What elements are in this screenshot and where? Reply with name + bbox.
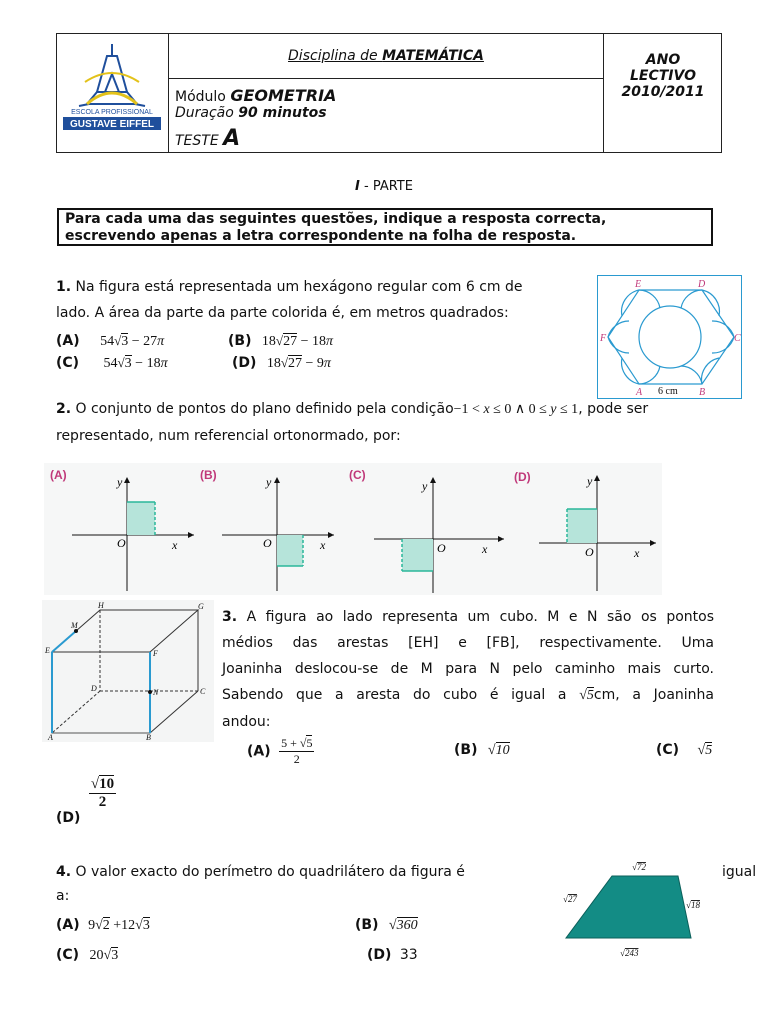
hex-label-b: B — [699, 387, 706, 398]
logo-text-line2: GUSTAVE EIFFEL — [69, 119, 155, 130]
trap-right-label: 18 — [690, 900, 700, 910]
q1-option-a[interactable]: (A) 54√3 − 27π — [56, 333, 165, 349]
q2-options-strip — [44, 463, 662, 595]
q3-number: 3. — [222, 609, 238, 625]
hex-label-a: A — [636, 387, 643, 398]
svg-text:x: x — [482, 542, 488, 556]
q2-text1b: , pode ser — [578, 401, 649, 417]
trap-left-label: 27 — [567, 894, 577, 904]
discipline-prefix: Disciplina de — [288, 48, 383, 64]
q4-a-label: (A) — [56, 917, 80, 933]
hex-label-d: D — [698, 279, 706, 290]
q3-text2: médios das arestas [EH] e [FB], respectivamente. Uma — [222, 635, 714, 651]
q2-number: 2. — [56, 401, 72, 417]
q4-c-label: (C) — [56, 947, 80, 963]
q3-figure — [42, 600, 214, 742]
school-logo — [57, 34, 167, 152]
hex-label-f: F — [600, 333, 607, 344]
q1-text2: lado. A área da parte da parte colorida é, em metros quadrados: — [56, 305, 509, 321]
test-letter: A — [223, 126, 241, 151]
trapezoid-diagram — [557, 857, 713, 960]
cube-h: H — [98, 601, 104, 610]
cube-f: F — [153, 649, 158, 658]
q3-option-c[interactable]: (C) √5 — [656, 742, 713, 758]
svg-text:O: O — [437, 541, 446, 555]
q3-text1: A figura ao lado representa um cubo. M e N são os pontos — [246, 609, 714, 625]
year-label2: LECTIVO — [629, 68, 696, 84]
module-name: GEOMETRIA — [230, 86, 337, 105]
header-divider — [169, 78, 603, 79]
q2-line1 — [56, 401, 648, 418]
q2-condition: −1 < x ≤ 0 ∧ 0 ≤ y ≤ 1 — [453, 402, 579, 417]
svg-text:√72: √72 — [632, 862, 646, 872]
duration-prefix: Duração — [175, 105, 239, 121]
svg-text:x: x — [172, 538, 178, 552]
q3-option-b[interactable]: (B) √10 — [454, 742, 510, 758]
hex-label-c: C — [734, 333, 741, 344]
q4-option-a[interactable]: (A) 9√2 +12√3 — [56, 917, 150, 933]
q2-panel-c — [349, 468, 504, 593]
svg-text:y: y — [266, 475, 272, 489]
q1-b-label: (B) — [228, 333, 252, 349]
test-line — [175, 126, 240, 151]
cube-e: E — [45, 646, 50, 655]
test-prefix: TESTE — [175, 133, 224, 149]
year-label1: ANO — [645, 52, 681, 68]
instructions-box — [57, 208, 713, 246]
module-prefix: Módulo — [175, 89, 226, 105]
q1-number: 1. — [56, 279, 72, 295]
svg-text:O: O — [263, 536, 272, 550]
logo-cell — [57, 34, 169, 152]
cube-g: G — [198, 602, 204, 611]
svg-text:x: x — [320, 538, 326, 552]
q3-option-d[interactable]: (D) $\frac{√10}{2}$ — [56, 776, 115, 826]
duration-value: 90 minutos — [238, 105, 327, 121]
q3-a-label: (A) — [247, 743, 271, 760]
svg-text:y: y — [117, 475, 123, 489]
q1-line1 — [56, 279, 522, 295]
q2-label-c: (C) — [349, 468, 366, 482]
q4-b-label: (B) — [355, 917, 379, 933]
svg-text:√18: √18 — [686, 900, 700, 910]
cube-n: N — [153, 688, 159, 697]
q1-option-c[interactable]: (C) 54√3 − 18π — [56, 355, 168, 371]
q4-line1 — [56, 864, 465, 880]
svg-text:y: y — [422, 479, 428, 493]
q4-option-c[interactable]: (C) 20√3 — [56, 947, 119, 963]
q2-panel-d — [514, 470, 656, 591]
svg-text:y: y — [587, 474, 593, 488]
hex-label-e: E — [635, 279, 642, 290]
q2-graphs — [44, 463, 662, 595]
svg-text:√243: √243 — [620, 948, 639, 958]
q3-b-label: (B) — [454, 742, 478, 758]
q1-d-label: (D) — [232, 355, 257, 371]
q1-a-label: (A) — [56, 333, 80, 349]
part-roman: I — [355, 179, 360, 194]
cube-diagram — [42, 600, 214, 742]
instructions-line1: Para cada uma das seguintes questões, indique a resposta correcta, — [65, 211, 607, 227]
q2-panel-a — [50, 468, 194, 591]
year-cell — [603, 34, 722, 152]
q3-option-a[interactable]: (A) $\frac{5 + √5}{2}$ — [247, 736, 313, 766]
q4-d-label: (D) — [367, 947, 392, 963]
q3-d-label: (D) — [56, 809, 81, 826]
cube-b: B — [146, 733, 151, 742]
discipline-line — [169, 48, 603, 64]
q3-text4a: Sabendo que a aresta do cubo é igual a — [222, 687, 567, 703]
q4-d-value: 33 — [399, 947, 418, 963]
year-value: 2010/2011 — [621, 84, 705, 100]
q2-label-b: (B) — [200, 468, 217, 482]
q1-figure — [597, 275, 742, 399]
q4-option-b[interactable]: (B) √360 — [355, 917, 418, 933]
q4-text1b: igual — [722, 864, 757, 880]
logo-text-line1: ESCOLA PROFISSIONAL — [71, 109, 153, 116]
part-heading — [0, 179, 768, 194]
q3-text4b: cm, a Joaninha — [593, 687, 714, 703]
duration-line — [175, 105, 327, 121]
module-line — [175, 86, 336, 105]
q1-option-d[interactable]: (D) 18√27 − 9π — [232, 355, 331, 371]
title-cell — [169, 34, 603, 152]
trap-top-label: 72 — [636, 862, 646, 872]
svg-text:√27: √27 — [563, 894, 577, 904]
cube-a: A — [48, 733, 53, 742]
header-table — [56, 33, 722, 153]
svg-text:O: O — [585, 545, 594, 559]
q4-option-d[interactable] — [367, 947, 418, 963]
q4-figure — [557, 857, 713, 960]
trap-bottom-label: 243 — [624, 948, 639, 958]
q4-number: 4. — [56, 864, 72, 880]
part-label: - PARTE — [359, 179, 413, 194]
hexagon-diagram — [598, 276, 741, 398]
q1-text1: Na figura está representada um hexágono regular com 6 cm de — [75, 279, 523, 295]
q1-c-label: (C) — [56, 355, 80, 371]
q2-label-a: (A) — [50, 468, 67, 482]
hex-side-label: 6 cm — [658, 386, 678, 397]
q3-text3: Joaninha deslocou-se de M para N pelo caminho mais curto. — [222, 661, 714, 677]
q2-text2: representado, num referencial ortonormado, por: — [56, 428, 401, 444]
cube-d: D — [91, 684, 97, 693]
q2-label-d: (D) — [514, 470, 531, 484]
svg-text:x: x — [634, 546, 640, 560]
q2-panel-b — [200, 468, 334, 591]
q2-text1a: O conjunto de pontos do plano definido pela condição — [75, 401, 454, 417]
q3-text: 3. A figura ao lado representa um cubo. M e N são os pontos médios das arestas [EH] e [FB], respectivamente. Uma Joaninha deslocou-se de M para N pelo caminho mais curto. Sabendo que a aresta do cubo é igual a √5cm, a Joaninha andou: — [222, 604, 714, 735]
cube-c: C — [200, 687, 206, 696]
instructions-line2: escrevendo apenas a letra correspondente na folha de resposta. — [65, 228, 577, 244]
q1-option-b[interactable]: (B) 18√27 − 18π — [228, 333, 333, 349]
svg-text:O: O — [117, 536, 126, 550]
q4-text2: a: — [56, 888, 70, 904]
q4-text1: O valor exacto do perímetro do quadrilátero da figura é — [75, 864, 465, 880]
discipline-name: MATEMÁTICA — [382, 48, 484, 64]
q3-c-label: (C) — [656, 742, 680, 758]
q3-text5: andou: — [222, 714, 271, 730]
cube-m: M — [71, 621, 78, 630]
